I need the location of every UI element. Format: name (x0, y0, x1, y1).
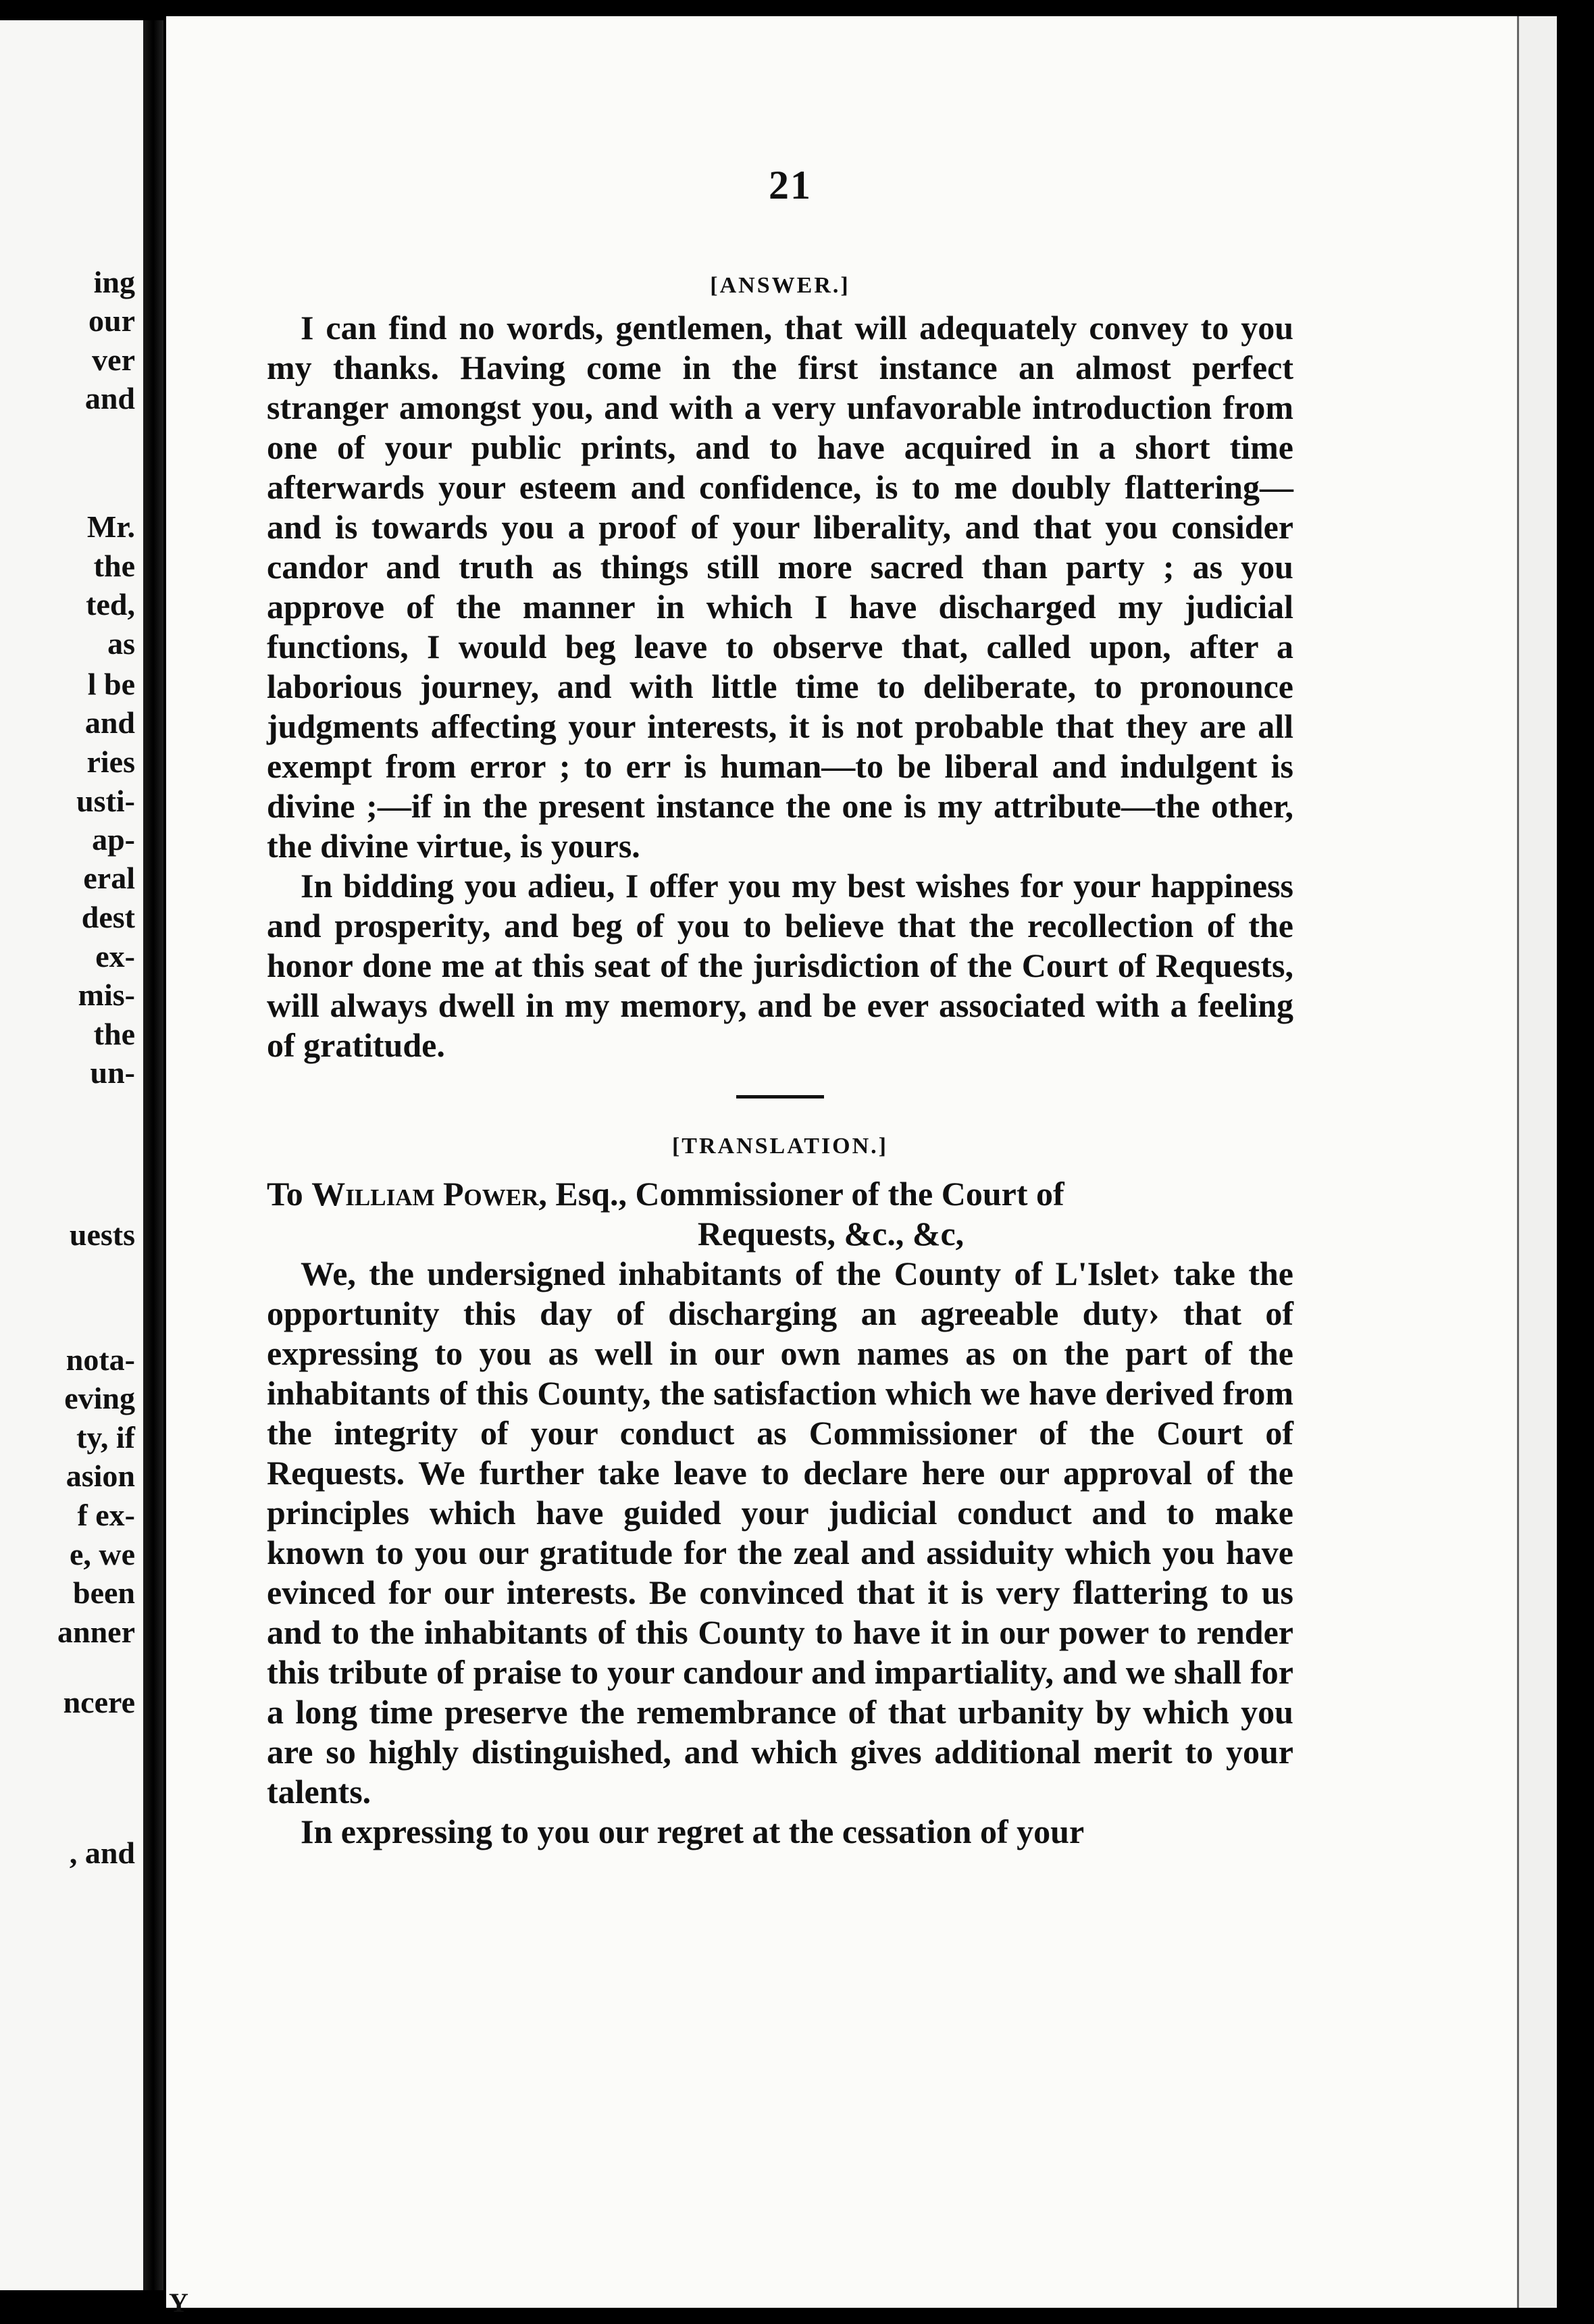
address-line (267, 1174, 1293, 1214)
facing-page-line-fragment: , and (69, 1836, 135, 1870)
facing-page-line-fragment: mis- (78, 978, 135, 1012)
facing-page-line-fragment: ncere (63, 1685, 135, 1719)
facing-page-line-fragment: nota- (66, 1342, 135, 1377)
facing-page-line-fragment: been (73, 1575, 135, 1610)
page-text-block (267, 162, 1293, 1852)
page-edge-outer (1517, 16, 1557, 2308)
facing-page-line-fragment: ty, if (76, 1420, 135, 1455)
facing-page-line-fragment: ver (92, 343, 135, 377)
book-gutter (143, 20, 163, 2290)
answer-paragraph-2: In bidding you adieu, I offer you my best wishes for your happiness and prosperity, and beg of you to believe that the recollection of the honor done me at this seat of the jurisdiction of the Court of Requests, will always dwell in my memory, and be ever associated with a feeling of gratitude. (267, 867, 1293, 1064)
answer-paragraph-1: I can find no words, gentlemen, that will adequately convey to you my thanks. Having come in the first instance an almost perfect stranger amongst you, and with a very unfavorable introduction from one of your public prints, and to have acquired in a short time afterwards your esteem and confidence, is to me doubly flattering—and is towards you a proof of your liberality, and that you consider candor and truth as things still more sacred than party ; as you approve of the manner in which I have discharged my judicial functions, I would beg leave to observe that, called upon, after a laborious journey, and with little time to deliberate, to pronounce judgments affecting your interests, it is not probable that they are all exempt from error ; to err is human—to be liberal and indulgent is divine ;—if in the present instance the one is my attribute—the other, the divine virtue, is yours. (267, 309, 1293, 865)
section-divider (736, 1095, 824, 1098)
translation-paragraph-1: We, the undersigned inhabitants of the County of L'Islet› take the opportunity this day of discharging an agreeable duty› that of expressing to you as well in our own names as on the part of the inhabitants of this County, the satisfaction which we have derived from the integrity of your conduct as Commissioner of the Court of Requests. We further take leave to declare here our approval of the principles which have guided your judicial conduct and to make known to you our gratitude for the zeal and assiduity which you have evinced for our interests. Be convinced that it is very flattering to us and to the inhabitants of this County to have it in our power to render this tribute of praise to your candour and impartiality, and we shall for a long time preserve the remembrance of that urbanity by which you are so highly distinguished, and which gives additional merit to your talents. (267, 1255, 1293, 1811)
facing-page-line-fragment: uests (69, 1217, 135, 1252)
facing-page-line-fragment: un- (90, 1055, 135, 1090)
facing-page-line-fragment: asion (66, 1459, 135, 1493)
translation-paragraph-2: In expressing to you our regret at the cessation of your (301, 1813, 1085, 1850)
facing-page-line-fragment: Mr. (86, 509, 135, 544)
address-to: To (267, 1175, 303, 1213)
facing-page-line-fragment: the (93, 1017, 135, 1051)
facing-page-line-fragment: as (107, 626, 135, 661)
facing-page-line-fragment: eving (64, 1381, 135, 1415)
answer-heading: [ANSWER.] (710, 273, 850, 298)
footer-mark: Y (169, 2288, 188, 2318)
address-rest: Esq., Commissioner of the Court of (555, 1175, 1064, 1213)
facing-page-line-fragment: and (84, 381, 135, 415)
facing-page-line-fragment: eral (83, 861, 135, 895)
address-continuation: Requests, &c., &c, (697, 1215, 965, 1253)
facing-page-fragment (0, 20, 143, 2290)
facing-page-line-fragment: the (93, 549, 135, 583)
facing-page-line-fragment: dest (81, 900, 135, 934)
facing-page-line-fragment: ing (93, 265, 135, 299)
facing-page-line-fragment: e, we (69, 1537, 135, 1571)
facing-page-line-fragment: ted, (86, 587, 135, 622)
address-name: William Power, (311, 1175, 547, 1213)
facing-page-line-fragment: ap- (92, 822, 135, 857)
facing-page-line-fragment: ex- (95, 939, 135, 974)
facing-page-line-fragment: f ex- (77, 1498, 135, 1532)
translation-heading: [TRANSLATION.] (671, 1134, 888, 1159)
facing-page-line-fragment: ries (86, 744, 135, 779)
page-number: 21 (769, 163, 812, 207)
facing-page-line-fragment: usti- (76, 784, 135, 818)
facing-page-line-fragment: and (84, 705, 135, 740)
facing-page-line-fragment: our (88, 303, 135, 338)
facing-page-line-fragment: anner (57, 1615, 135, 1649)
facing-page-line-fragment: l be (87, 667, 135, 701)
